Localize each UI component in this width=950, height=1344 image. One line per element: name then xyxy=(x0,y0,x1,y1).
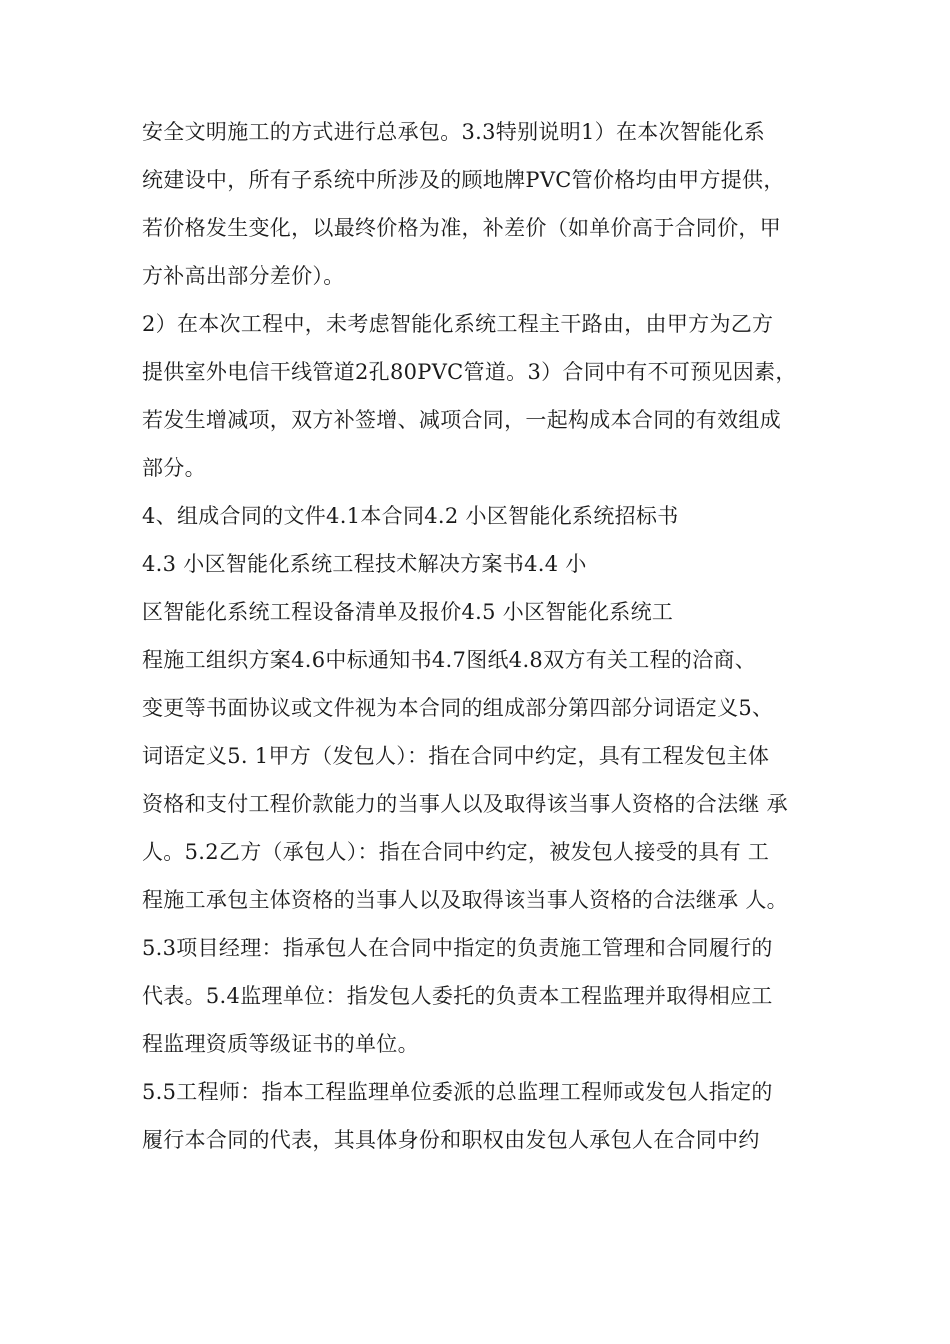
text-line: 词语定义5. 1甲方（发包人）：指在合同中约定，具有工程发包主体 xyxy=(142,744,770,768)
text-line: 变更等书面协议或文件视为本合同的组成部分第四部分词语定义5、 xyxy=(142,696,774,720)
contract-text-body xyxy=(142,108,842,1164)
text-line: 5.5工程师：指本工程监理单位委派的总监理工程师或发包人指定的 xyxy=(142,1080,773,1104)
text-line: 资格和支付工程价款能力的当事人以及取得该当事人资格的合法继 承 xyxy=(142,792,788,816)
text-line: 程施工承包主体资格的当事人以及取得该当事人资格的合法继承 人。 xyxy=(142,888,788,912)
text-line: 统建设中，所有子系统中所涉及的顾地牌PVC管价格均由甲方提供， xyxy=(142,168,785,192)
text-line: 安全文明施工的方式进行总承包。3.3特别说明1）在本次智能化系 xyxy=(142,120,766,144)
text-line: 程施工组织方案4.6中标通知书4.7图纸4.8双方有关工程的洽商、 xyxy=(142,648,757,672)
text-line: 履行本合同的代表，其具体身份和职权由发包人承包人在合同中约 xyxy=(142,1128,760,1152)
text-line: 若发生增减项，双方补签增、减项合同，一起构成本合同的有效组成 xyxy=(142,408,781,432)
text-line: 程监理资质等级证书的单位。 xyxy=(142,1032,419,1056)
text-line: 5.3项目经理：指承包人在合同中指定的负责施工管理和合同履行的 xyxy=(142,936,773,960)
text-line: 方补高出部分差价）。 xyxy=(142,264,345,288)
text-line: 4、组成合同的文件4.1本合同4.2 小区智能化系统招标书 xyxy=(142,504,679,528)
text-line: 若价格发生变化，以最终价格为准，补差价（如单价高于合同价，甲 xyxy=(142,216,781,240)
text-line: 2）在本次工程中，未考虑智能化系统工程主干路由，由甲方为乙方 xyxy=(142,312,774,336)
text-line: 4.3 小区智能化系统工程技术解决方案书4.4 小 xyxy=(142,552,587,576)
text-line: 代表。5.4监理单位：指发包人委托的负责本工程监理并取得相应工 xyxy=(142,984,773,1008)
text-line: 人。5.2乙方（承包人）：指在合同中约定，被发包人接受的具有 工 xyxy=(142,840,770,864)
text-line: 区智能化系统工程设备清单及报价4.5 小区智能化系统工 xyxy=(142,600,674,624)
text-line: 部分。 xyxy=(142,456,206,480)
text-line: 提供室外电信干线管道2孔80PVC管道。3）合同中有不可预见因素， xyxy=(142,360,797,384)
